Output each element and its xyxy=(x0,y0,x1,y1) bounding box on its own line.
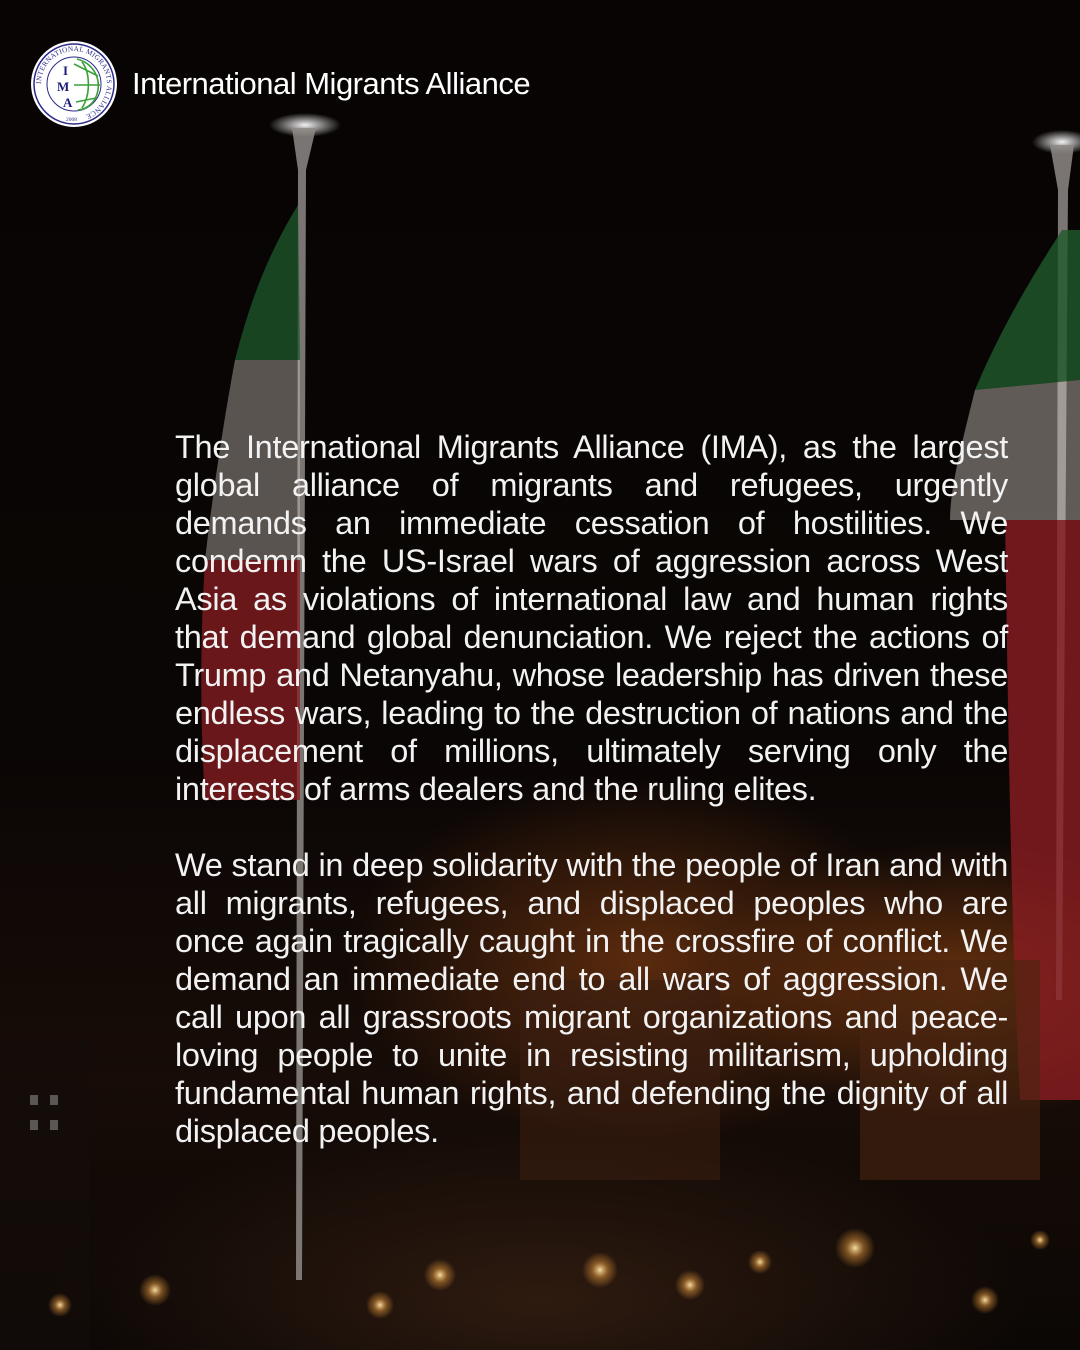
org-name: International Migrants Alliance xyxy=(132,66,531,101)
logo-letter-m: M xyxy=(57,79,70,94)
logo-ring-text: INTERNATIONAL MIGRANTS ALLIANCE xyxy=(34,44,114,121)
logo-letter-i: I xyxy=(63,63,69,78)
header xyxy=(30,40,530,128)
logo-year: 2008 xyxy=(66,117,77,123)
statement-paragraph-1: The International Migrants Alliance (IMA), as the largest global alliance of migrants and refugees, urgently demands an immediate cessation of hostilities. We condemn the US-Israel wars of aggression across West Asia as violations of international law and human rights that demand global denunciation. We reject the actions of Trump and Netanyahu, whose leadership has driven these endless wars, leading to the destruction of nations and the displacement of millions, ultimately serving only the interests of arms dealers and the ruling elites. xyxy=(175,429,1008,807)
logo-letter-a: A xyxy=(63,95,73,110)
statement-body xyxy=(175,428,1008,1150)
street-light-icon xyxy=(48,1228,1050,1319)
ima-logo-icon xyxy=(30,40,118,128)
statement-paragraph-2: We stand in deep solidarity with the people of Iran and with all migrants, refugees, and displaced peoples who are once again tragically caught in the crossfire of conflict. We demand an immediate end to all wars of aggression. We call upon all grassroots migrant organizations and peace-loving people to unite in resisting militarism, upholding fundamental human rights, and defending the dignity of all displaced peoples. xyxy=(175,847,1008,1149)
